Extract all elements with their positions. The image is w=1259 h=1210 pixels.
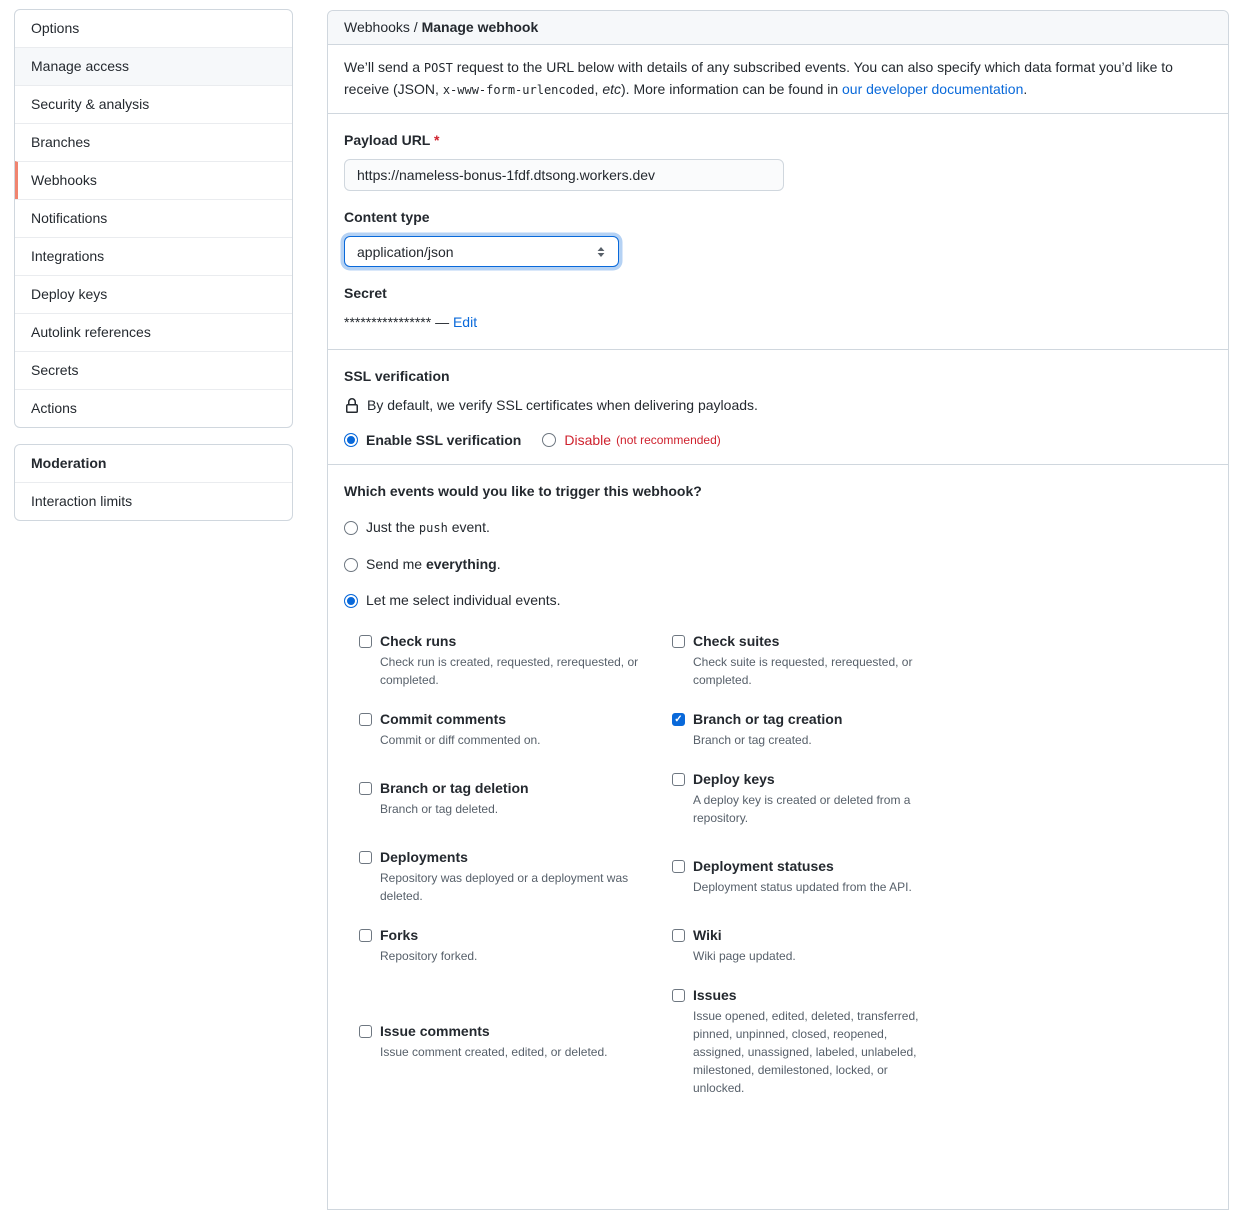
main-panel	[327, 10, 1229, 1210]
ssl-radio-row	[344, 432, 1212, 448]
branch-tag-creation-checkbox[interactable]	[672, 713, 685, 726]
deployments-checkbox[interactable]	[359, 851, 372, 864]
event-row	[359, 709, 1212, 749]
event-title: Deployments	[380, 849, 468, 865]
post-code: POST	[423, 61, 453, 75]
moderation-header: Moderation	[31, 455, 107, 471]
etc-italic: etc	[602, 81, 621, 97]
event-row	[359, 631, 1212, 689]
ssl-verification-title: SSL verification	[344, 368, 450, 384]
just-push-option[interactable]	[344, 517, 1212, 539]
disable-ssl-radio[interactable]	[542, 433, 556, 447]
event-desc: Branch or tag deleted.	[380, 802, 499, 816]
individual-events-option[interactable]	[344, 590, 1212, 611]
content-type-select[interactable]	[344, 236, 619, 267]
event-title: Branch or tag creation	[693, 711, 843, 727]
event-title: Check runs	[380, 633, 457, 649]
page-title: Manage webhook	[421, 19, 539, 35]
event-title: Issues	[693, 987, 737, 1003]
event-wiki[interactable]	[672, 925, 985, 965]
event-desc: Check suite is requested, rerequested, or completed.	[693, 655, 913, 687]
settings-nav-box	[14, 9, 293, 428]
events-question: Which events would you like to trigger this webhook?	[344, 483, 702, 499]
intro-text: ). More information can be found in	[621, 81, 843, 97]
deployment-statuses-checkbox[interactable]	[672, 860, 685, 873]
urlencoded-code: x-www-form-urlencoded	[442, 83, 595, 97]
sidebar-item-deploy-keys[interactable]: Deploy keys	[15, 275, 292, 313]
event-branch-tag-deletion[interactable]	[359, 778, 672, 818]
event-title: Issue comments	[380, 1023, 490, 1039]
ssl-description-row	[344, 395, 1212, 416]
payload-url-label	[344, 130, 1212, 151]
event-row	[359, 925, 1212, 965]
webhook-form-section	[328, 114, 1228, 350]
event-commit-comments[interactable]	[359, 709, 672, 749]
intro-text: .	[1023, 81, 1028, 97]
breadcrumb	[328, 11, 1228, 45]
webhook-intro-text	[328, 45, 1228, 114]
event-title: Commit comments	[380, 711, 507, 727]
moderation-nav-box	[14, 444, 293, 521]
event-desc: Wiki page updated.	[693, 949, 796, 963]
event-title: Wiki	[693, 927, 722, 943]
disable-ssl-option[interactable]	[542, 432, 720, 448]
forks-checkbox[interactable]	[359, 929, 372, 942]
just-push-radio[interactable]	[344, 521, 358, 535]
event-desc: Repository forked.	[380, 949, 478, 963]
content-type-selected-value: application/json	[357, 243, 454, 260]
secret-label: Secret	[344, 285, 387, 301]
event-check-suites[interactable]	[672, 631, 985, 689]
event-title: Deployment statuses	[693, 858, 834, 874]
event-title: Deploy keys	[693, 771, 775, 787]
sidebar-item-integrations[interactable]: Integrations	[15, 237, 292, 275]
payload-url-label-text: Payload URL	[344, 132, 431, 148]
ssl-verification-section	[328, 350, 1228, 465]
enable-ssl-label: Enable SSL verification	[366, 432, 522, 448]
event-deployment-statuses[interactable]	[672, 856, 985, 896]
event-forks[interactable]	[359, 925, 672, 965]
send-everything-radio[interactable]	[344, 558, 358, 572]
event-issues[interactable]	[672, 985, 985, 1097]
sidebar-item-actions[interactable]: Actions	[15, 389, 292, 427]
event-desc: A deploy key is created or deleted from a repository.	[693, 793, 911, 825]
event-issue-comments[interactable]	[359, 1021, 672, 1061]
sidebar-item-secrets[interactable]: Secrets	[15, 351, 292, 389]
developer-documentation-link[interactable]: our developer documentation	[842, 81, 1024, 97]
sidebar-item-options[interactable]: Options	[31, 20, 80, 36]
event-title: Check suites	[693, 633, 780, 649]
commit-comments-checkbox[interactable]	[359, 713, 372, 726]
event-desc: Repository was deployed or a deployment was deleted.	[380, 871, 629, 903]
event-row	[359, 985, 1212, 1097]
event-row	[359, 769, 1212, 827]
branch-tag-deletion-checkbox[interactable]	[359, 782, 372, 795]
individual-events-radio[interactable]	[344, 594, 358, 608]
event-branch-tag-creation[interactable]	[672, 709, 985, 749]
sidebar-item-manage-access[interactable]: Manage access	[15, 47, 292, 85]
issues-checkbox[interactable]	[672, 989, 685, 1002]
check-runs-checkbox[interactable]	[359, 635, 372, 648]
intro-text: request to the URL below with details of any subscribed events. You can also specify which data format you’d like to receive (JSON,	[344, 59, 1173, 97]
wiki-checkbox[interactable]	[672, 929, 685, 942]
sidebar-item-webhooks[interactable]: Webhooks	[15, 161, 292, 199]
breadcrumb-webhooks-link[interactable]: Webhooks	[344, 19, 410, 35]
payload-url-input[interactable]	[344, 159, 784, 191]
issue-comments-checkbox[interactable]	[359, 1025, 372, 1038]
secret-masked-value: ****************	[344, 314, 432, 330]
event-row	[359, 847, 1212, 905]
event-desc: Branch or tag created.	[693, 733, 812, 747]
secret-edit-link[interactable]: Edit	[452, 314, 478, 330]
deploy-keys-checkbox[interactable]	[672, 773, 685, 786]
event-deployments[interactable]	[359, 847, 672, 905]
breadcrumb-separator: /	[413, 19, 422, 35]
disable-ssl-note: (not recommended)	[616, 433, 721, 447]
event-check-runs[interactable]	[359, 631, 672, 689]
disable-ssl-label: Disable	[564, 432, 612, 448]
intro-text: ,	[594, 81, 603, 97]
event-desc: Deployment status updated from the API.	[693, 880, 912, 894]
events-section	[328, 465, 1228, 1133]
ssl-description: By default, we verify SSL certificates when delivering payloads.	[367, 397, 758, 413]
sidebar-item-notifications[interactable]: Notifications	[15, 199, 292, 237]
sidebar-item-security-analysis[interactable]: Security & analysis	[15, 85, 292, 123]
send-everything-option[interactable]	[344, 554, 1212, 575]
event-desc: Check run is created, requested, rerequested, or completed.	[380, 655, 639, 687]
just-push-label: Just the push event.	[366, 519, 490, 535]
event-desc: Commit or diff commented on.	[380, 733, 541, 747]
event-desc: Issue opened, edited, deleted, transferred, pinned, unpinned, closed, reopened, assigned, unassigned, labeled, unlabeled, milestoned, demilestoned, locked, or unlocked.	[693, 1009, 919, 1095]
send-everything-label: Send me everything.	[366, 556, 501, 572]
updown-caret-icon	[596, 246, 606, 258]
settings-sidebar	[14, 9, 293, 537]
event-deploy-keys[interactable]	[672, 769, 985, 827]
secret-dash: —	[435, 314, 450, 330]
enable-ssl-radio[interactable]	[344, 433, 358, 447]
intro-text: We’ll send a	[344, 59, 424, 75]
required-asterisk: *	[434, 132, 440, 148]
sidebar-item-interaction-limits[interactable]: Interaction limits	[15, 482, 292, 520]
lock-icon	[344, 398, 360, 414]
enable-ssl-option[interactable]	[344, 432, 521, 448]
sidebar-item-branches[interactable]: Branches	[15, 123, 292, 161]
sidebar-item-autolink-references[interactable]: Autolink references	[15, 313, 292, 351]
event-desc: Issue comment created, edited, or deleted.	[380, 1045, 608, 1059]
content-type-label: Content type	[344, 209, 430, 225]
check-suites-checkbox[interactable]	[672, 635, 685, 648]
events-grid	[359, 631, 1212, 1097]
secret-line	[344, 312, 1212, 333]
event-title: Branch or tag deletion	[380, 780, 529, 796]
individual-events-label: Let me select individual events.	[366, 592, 561, 608]
event-title: Forks	[380, 927, 419, 943]
